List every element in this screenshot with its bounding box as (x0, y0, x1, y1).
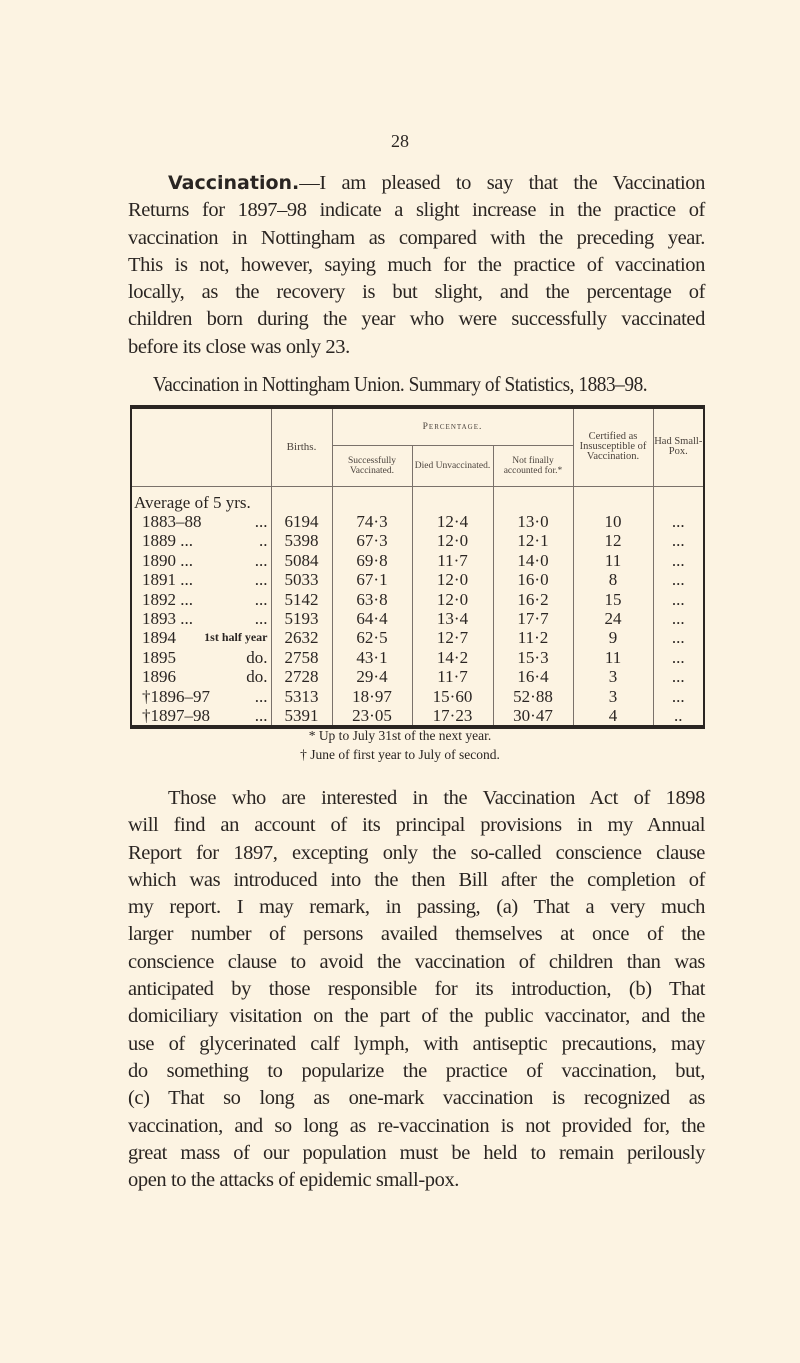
table-row (131, 706, 704, 727)
births-cell: 2632 (271, 628, 332, 647)
year-cell: †1896–97 ... (142, 686, 268, 706)
nfa-cell: 16·2 (493, 590, 573, 609)
table-row (131, 628, 704, 647)
births-cell: 2758 (271, 648, 332, 667)
intro-paragraph: Vaccination.—I am pleased to say that the Vaccination Returns for 1897–98 indicate a slight increase in the practice of vaccination in Nottingham as compared with the preceding year. This is not, however, saying much for the practice of vaccination locally, as the recovery is but slight, and the percentage of children born during the year who were successfully vaccinated before its close was only 23. (128, 172, 705, 358)
succ-cell: 67·3 (332, 531, 412, 550)
table-row (131, 687, 704, 706)
births-cell: 6194 (271, 512, 332, 531)
table-row (131, 667, 704, 686)
year-cell: 1893 ... ... (142, 608, 268, 628)
nfa-cell: 15·3 (493, 648, 573, 667)
died-cell: 11·7 (412, 551, 493, 570)
cert-cell: 10 (573, 512, 653, 531)
died-cell: 11·7 (412, 667, 493, 686)
succ-cell: 29·4 (332, 667, 412, 686)
cert-cell: 24 (573, 609, 653, 628)
page-number: 28 (391, 131, 409, 151)
cert-cell: 15 (573, 590, 653, 609)
cert-cell: 3 (573, 667, 653, 686)
succ-cell: 69·8 (332, 551, 412, 570)
table-row (131, 609, 704, 628)
died-cell: 12·4 (412, 512, 493, 531)
table-row (131, 570, 704, 589)
nfa-cell: 14·0 (493, 551, 573, 570)
sp-cell: ... (653, 512, 704, 531)
births-cell: 5142 (271, 590, 332, 609)
footnote: * Up to July 31st of the next year. (308, 728, 492, 743)
nfa-cell: 12·1 (493, 531, 573, 550)
nfa-cell: 52·88 (493, 687, 573, 706)
births-cell: 5313 (271, 687, 332, 706)
died-cell: 12·7 (412, 628, 493, 647)
sp-cell: ... (653, 648, 704, 667)
section-heading: Vaccination. (168, 172, 300, 194)
died-cell: 14·2 (412, 648, 493, 667)
year-cell: 1892 ... ... (142, 589, 268, 609)
cert-cell: 11 (573, 551, 653, 570)
died-cell: 15·60 (412, 687, 493, 706)
closing-paragraph: Those who are interested in the Vaccination Act of 1898 will find an account of its principal provisions in my Annual Report for 1897, excepting only the so-called conscience clause which was introduced into the then Bill after the completion of my report. I may remark, in passing, (a) That a very much larger number of persons availed themselves at once of the conscience clause to avoid the vaccination of children than was anticipated by those responsible for its introduction, (b) That domiciliary visitation on the part of the public vaccinator, and the use of glycerinated calf lymph, with antiseptic precautions, may do something to popularize the practice of vaccination, but, (c) That so long as one-mark vaccination is recognized as vaccination, and so long as re-vaccination is not provided for, the great mass of our population must be held to remain perilously open to the attacks of epidemic small-pox. (128, 787, 705, 1192)
sp-cell: ... (653, 628, 704, 647)
died-cell: 12·0 (412, 570, 493, 589)
statistics-table (130, 405, 705, 729)
cert-cell: 8 (573, 570, 653, 589)
header-percentage: Percentage. (332, 407, 573, 445)
nfa-cell: 16·4 (493, 667, 573, 686)
sp-cell: .. (653, 706, 704, 727)
died-cell: 12·0 (412, 590, 493, 609)
sp-cell: ... (653, 531, 704, 550)
succ-cell: 74·3 (332, 512, 412, 531)
table-title: Vaccination in Nottingham Union. Summary of Statistics, 1883–98. (152, 372, 648, 396)
sp-cell: ... (653, 687, 704, 706)
died-cell: 13·4 (412, 609, 493, 628)
sp-cell: ... (653, 609, 704, 628)
nfa-cell: 30·47 (493, 706, 573, 727)
cert-cell: 9 (573, 628, 653, 647)
cert-cell: 3 (573, 687, 653, 706)
cert-cell: 4 (573, 706, 653, 727)
died-cell: 17·23 (412, 706, 493, 727)
table-row (131, 531, 704, 550)
header-successfully-vaccinated: Successfully Vaccinated. (332, 445, 412, 486)
births-cell: 5391 (271, 706, 332, 727)
table-row: Average of 5 yrs. (131, 493, 704, 512)
year-cell: 1891 ... ... (142, 570, 268, 590)
header-died-unvaccinated: Died Unvaccinated. (412, 445, 493, 486)
died-cell: 12·0 (412, 531, 493, 550)
nfa-cell: 17·7 (493, 609, 573, 628)
cert-cell: 12 (573, 531, 653, 550)
births-cell: 5193 (271, 609, 332, 628)
cert-cell: 11 (573, 648, 653, 667)
succ-cell: 67·1 (332, 570, 412, 589)
header-not-accounted: Not finally accounted for.* (493, 445, 573, 486)
succ-cell: 62·5 (332, 628, 412, 647)
succ-cell: 23·05 (332, 706, 412, 727)
year-cell: †1897–98 ... (142, 705, 268, 725)
sp-cell: ... (653, 570, 704, 589)
births-cell: 5033 (271, 570, 332, 589)
births-cell: 5398 (271, 531, 332, 550)
nfa-cell: 13·0 (493, 512, 573, 531)
year-cell: 1883–88 ... (142, 511, 268, 531)
footnote: † June of first year to July of second. (300, 747, 500, 762)
year-cell: 1894 1st half year (142, 628, 268, 648)
births-cell: 5084 (271, 551, 332, 570)
year-cell: 1889 ... .. (142, 531, 268, 551)
table-row (131, 590, 704, 609)
header-births: Births. (271, 407, 332, 486)
sp-cell: ... (653, 551, 704, 570)
table-row (131, 551, 704, 570)
nfa-cell: 16·0 (493, 570, 573, 589)
succ-cell: 64·4 (332, 609, 412, 628)
year-cell: 1895 do. (142, 647, 268, 667)
header-certified: Certified as Insusceptible of Vaccination. (573, 407, 653, 486)
succ-cell: 18·97 (332, 687, 412, 706)
table-row (131, 512, 704, 531)
table-row (131, 648, 704, 667)
sp-cell: ... (653, 590, 704, 609)
succ-cell: 63·8 (332, 590, 412, 609)
succ-cell: 43·1 (332, 648, 412, 667)
header-smallpox: Had Small-Pox. (653, 407, 704, 486)
year-cell: 1890 ... ... (142, 550, 268, 570)
year-cell: 1896 do. (142, 667, 268, 687)
nfa-cell: 11·2 (493, 628, 573, 647)
sp-cell: ... (653, 667, 704, 686)
births-cell: 2728 (271, 667, 332, 686)
